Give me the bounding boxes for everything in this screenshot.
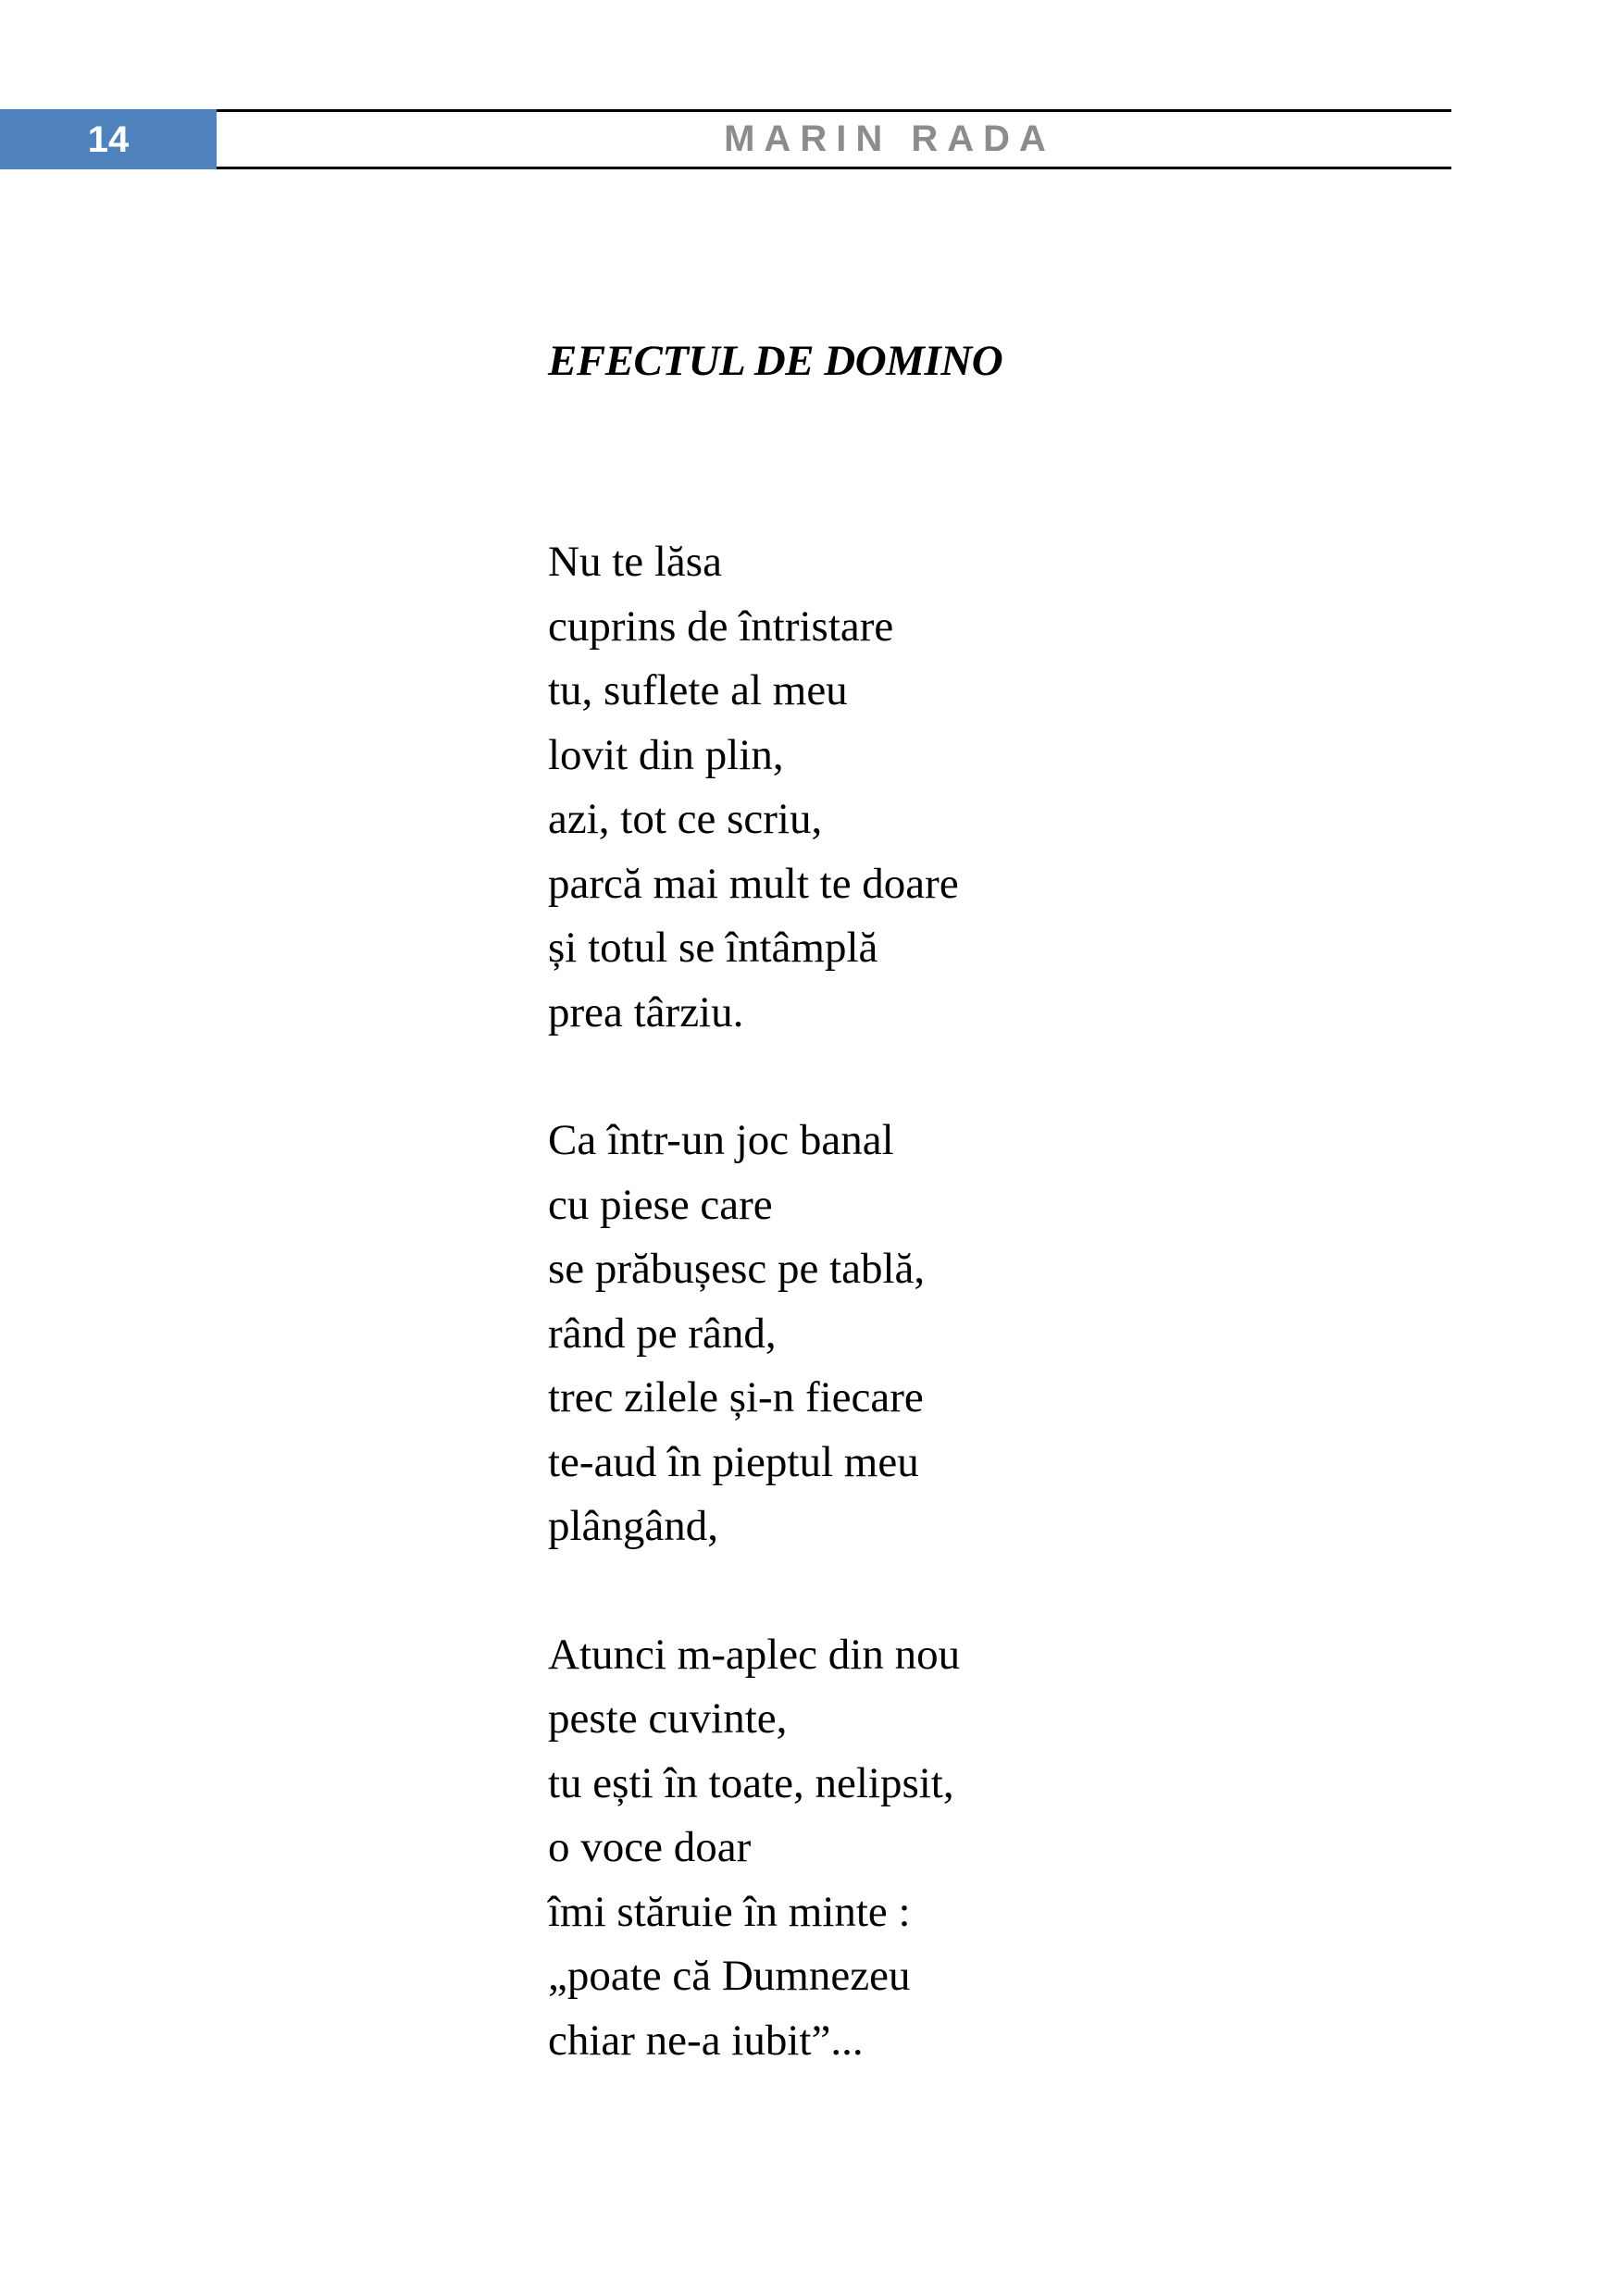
page-number: 14 xyxy=(87,118,130,160)
poem-body xyxy=(548,530,1381,2073)
poem-line: Nu te lăsa xyxy=(548,538,722,586)
poem-line: lovit din plin, xyxy=(548,730,784,779)
stanza-2 xyxy=(548,1109,1381,1559)
poem-line: te-aud în pieptul meu xyxy=(548,1437,919,1486)
poem xyxy=(548,333,1381,2073)
stanza-3 xyxy=(548,1623,1381,2074)
poem-line: Atunci m-aplec din nou xyxy=(548,1630,961,1679)
poem-line: „poate că Dumnezeu xyxy=(548,1952,911,2000)
poem-line: îmi stăruie în minte : xyxy=(548,1887,911,1936)
poem-line: rând pe rând, xyxy=(548,1309,777,1358)
poem-line: cuprins de întristare xyxy=(548,602,894,651)
stanza-1 xyxy=(548,530,1381,1045)
running-title: MARIN RADA xyxy=(724,118,1055,159)
header-bottom-rule xyxy=(217,167,1451,169)
poem-line: parcă mai mult te doare xyxy=(548,859,959,908)
poem-title: EFECTUL DE DOMINO xyxy=(548,337,1003,385)
poem-line: prea târziu. xyxy=(548,987,744,1036)
running-header xyxy=(0,109,1451,169)
poem-line: trec zilele și-n fiecare xyxy=(548,1373,924,1421)
poem-line: o voce doar xyxy=(548,1823,752,1871)
page-number-box xyxy=(0,109,217,169)
poem-line: plângând, xyxy=(548,1502,719,1550)
poem-line: tu ești în toate, nelipsit, xyxy=(548,1758,954,1807)
poem-line: chiar ne-a iubit”... xyxy=(548,2016,864,2065)
running-title-area xyxy=(217,109,1451,169)
poem-line: se prăbușesc pe tablă, xyxy=(548,1245,926,1293)
poem-line: peste cuvinte, xyxy=(548,1694,788,1743)
poem-line: tu, suflete al meu xyxy=(548,666,848,714)
poem-line: Ca într-un joc banal xyxy=(548,1116,894,1164)
poem-line: azi, tot ce scriu, xyxy=(548,795,823,843)
poem-line: cu piese care xyxy=(548,1180,773,1229)
poem-line: și totul se întâmplă xyxy=(548,924,878,972)
